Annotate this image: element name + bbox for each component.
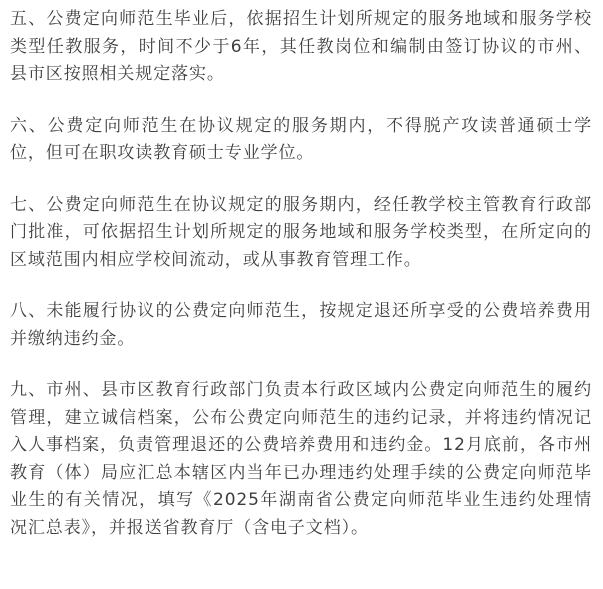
paragraph-clause-5: 五、公费定向师范生毕业后，依据招生计划所规定的服务地域和服务学校类型任教服务，时间不少于6年，其任教岗位和编制由签订协议的市州、县市区按照相关规定落实。: [10, 9, 592, 84]
paragraph-clause-9: 九、市州、县市区教育行政部门负责本行政区域内公费定向师范生的履约管理，建立诚信档案，公布公费定向师范生的违约记录，并将违约情况记入人事档案，负责管理退还的公费培养费用和违约金。12月底前，各市州教育（体）局应汇总本辖区内当年已办理违约处理手续的公费定向师范毕业生的有关情况，填写《2025年湖南省公费定向师范毕业生违约处理情况汇总表》，并报送省教育厅（含电子文档）。: [10, 380, 592, 538]
paragraph-clause-6: 六、公费定向师范生在协议规定的服务期内，不得脱产攻读普通硕士学位，但可在职攻读教育硕士专业学位。: [10, 115, 592, 163]
article-body: [10, 6, 592, 566]
paragraph-clause-8: 八、未能履行协议的公费定向师范生，按规定退还所享受的公费培养费用并缴纳违约金。: [10, 301, 592, 349]
paragraph-clause-7: 七、公费定向师范生在协议规定的服务期内，经任教学校主管教育行政部门批准，可依据招生计划所规定的服务地域和服务学校类型，在所定向的区域范围内相应学校间流动，或从事教育管理工作。: [10, 194, 592, 270]
